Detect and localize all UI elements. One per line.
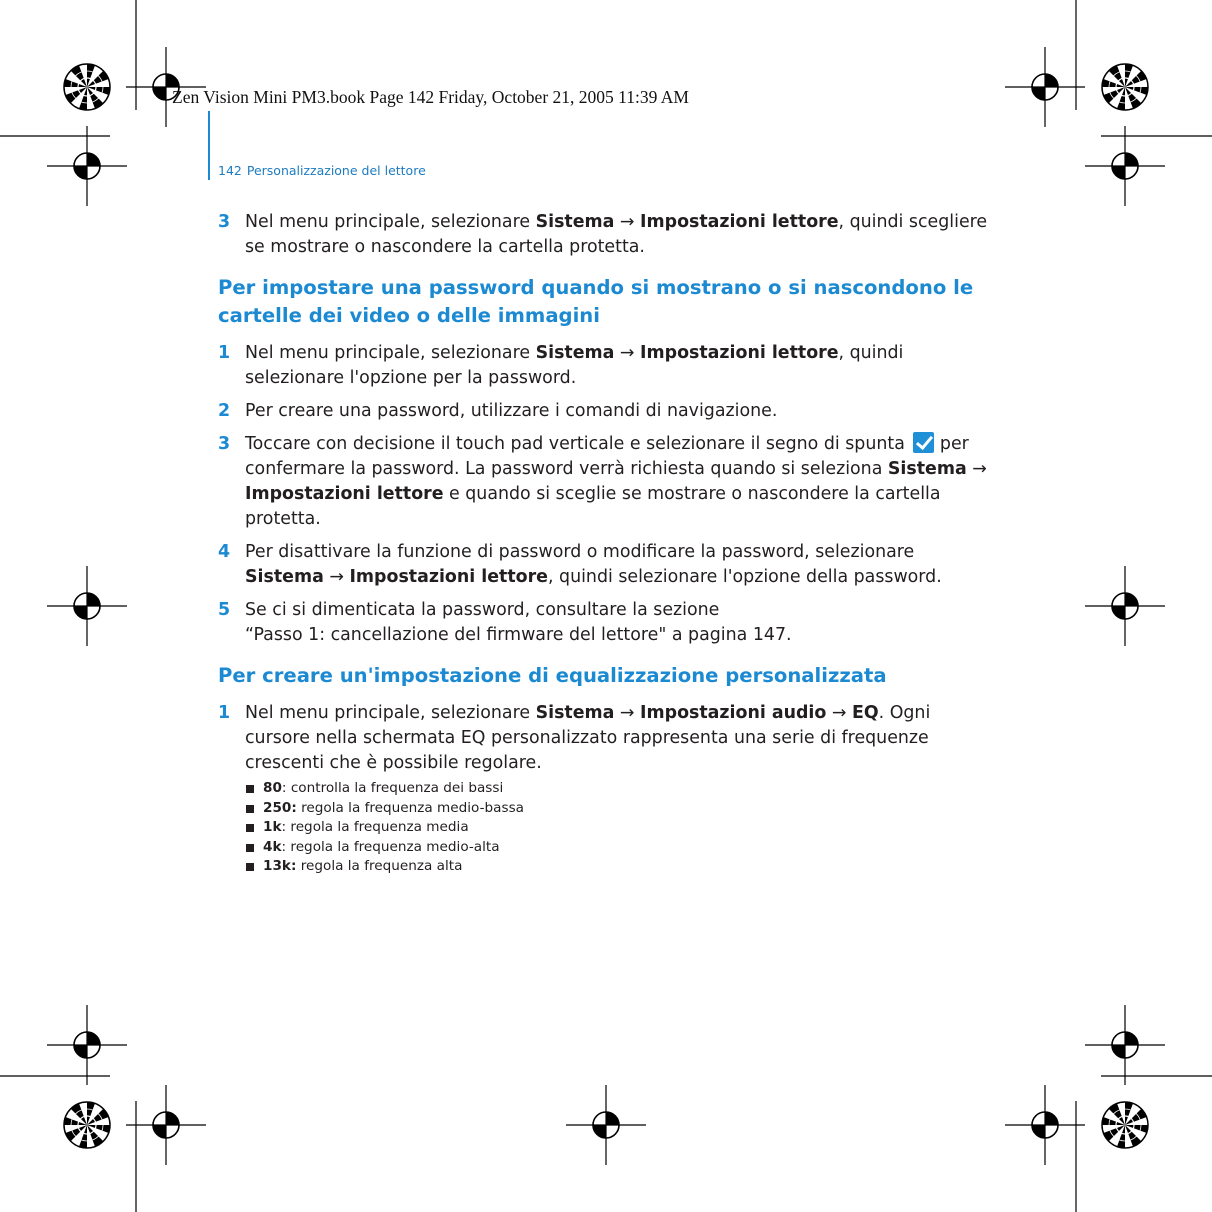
section-heading-eq: Per creare un'impostazione di equalizzazione personalizzata — [218, 664, 887, 687]
menu-term: EQ — [851, 703, 879, 723]
step-number: 2 — [218, 401, 231, 421]
band-description: regola la frequenza media — [290, 819, 469, 836]
step-number: 1 — [218, 703, 231, 723]
menu-term: Impostazioni lettore — [245, 484, 444, 504]
step-number: 1 — [218, 343, 231, 363]
cross-reference: “Passo 1: cancellazione del firmware del lettore" a pagina 147. — [245, 625, 792, 645]
step-number: 3 — [218, 434, 231, 454]
arrow-separator: → — [614, 212, 641, 232]
menu-term: Sistema — [535, 212, 615, 232]
chapter-title: Personalizzazione del lettore — [246, 163, 426, 178]
step-text: e quando si sceglie se mostrare o nascondere la cartella protetta. — [245, 484, 941, 529]
band-label: 80 — [263, 780, 282, 796]
band-label: 250: — [263, 799, 297, 816]
band-description: regola la frequenza medio-alta — [290, 838, 500, 855]
password-step-4 — [218, 540, 998, 590]
step-text: , quindi selezionare l'opzione della password. — [547, 567, 942, 587]
step-text: per confermare la password. La password verrà richiesta quando si seleziona — [245, 434, 969, 479]
step-number: 4 — [218, 542, 231, 562]
step-text: Nel menu principale, selezionare — [245, 703, 536, 723]
band-description: regola la frequenza medio-bassa — [301, 799, 524, 816]
arrow-separator: → — [966, 459, 987, 479]
band-sep: : — [281, 819, 291, 836]
menu-term: Sistema — [245, 567, 324, 587]
step-text: Per disattivare la funzione di password o modificare la password, selezionare — [245, 542, 915, 562]
intro-step — [218, 210, 998, 260]
checkmark-icon — [913, 432, 934, 453]
menu-term: Impostazioni lettore — [640, 212, 839, 232]
menu-term: Sistema — [535, 343, 615, 363]
book-slug-line: Zen Vision Mini PM3.book Page 142 Friday, October 21, 2005 11:39 AM — [172, 87, 689, 107]
eq-band-item — [245, 818, 998, 838]
step-text: Nel menu principale, selezionare — [245, 212, 536, 232]
step-number: 5 — [218, 600, 231, 620]
arrow-separator: → — [614, 343, 641, 363]
step-text: Nel menu principale, selezionare — [245, 343, 536, 363]
password-step-1 — [218, 341, 998, 391]
band-sep: : — [281, 780, 291, 796]
menu-term: Impostazioni lettore — [640, 343, 839, 363]
eq-band-item — [245, 838, 998, 858]
menu-term: Impostazioni lettore — [349, 567, 548, 587]
step-text: Se ci si dimenticata la password, consultare la sezione — [245, 600, 720, 620]
band-description: regola la frequenza alta — [300, 858, 463, 875]
step-text: Toccare con decisione il touch pad verticale e selezionare il segno di spunta — [245, 434, 911, 454]
step-text: , quindi scegliere se mostrare o nascondere la cartella protetta. — [245, 212, 988, 257]
step-text: , quindi selezionare l'opzione per la password. — [245, 343, 904, 388]
arrow-separator: → — [614, 703, 641, 723]
password-steps — [218, 341, 998, 648]
band-label: 1k — [263, 819, 282, 836]
arrow-separator: → — [826, 703, 852, 723]
password-step-3 — [218, 432, 998, 532]
eq-band-item — [245, 779, 998, 799]
password-step-2 — [218, 399, 998, 424]
page-number: 142 — [218, 163, 242, 178]
arrow-separator: → — [323, 567, 350, 587]
band-sep: : — [281, 838, 291, 855]
eq-band-item — [245, 799, 998, 819]
step-text: Per creare una password, utilizzare i comandi di navigazione. — [245, 401, 778, 421]
band-label: 4k — [263, 838, 282, 855]
page-content — [218, 210, 998, 885]
menu-term: Sistema — [887, 459, 967, 479]
password-step-5 — [218, 598, 998, 648]
eq-band-list — [245, 779, 998, 877]
section-heading-password: Per impostare una password quando si mostrano o si nascondono le cartelle dei video o delle immagini — [218, 276, 974, 327]
running-head — [218, 163, 426, 178]
menu-term: Sistema — [535, 703, 615, 723]
step-number: 3 — [218, 212, 231, 232]
band-description: controlla la frequenza dei bassi — [290, 780, 504, 796]
eq-band-item — [245, 857, 998, 877]
eq-step-1 — [218, 701, 998, 877]
step-text: . Ogni cursore nella schermata EQ personalizzato rappresenta una serie di frequenze crescenti che è possibile regolare. — [245, 703, 931, 773]
menu-term: Impostazioni audio — [640, 703, 827, 723]
band-label: 13k: — [263, 858, 297, 875]
